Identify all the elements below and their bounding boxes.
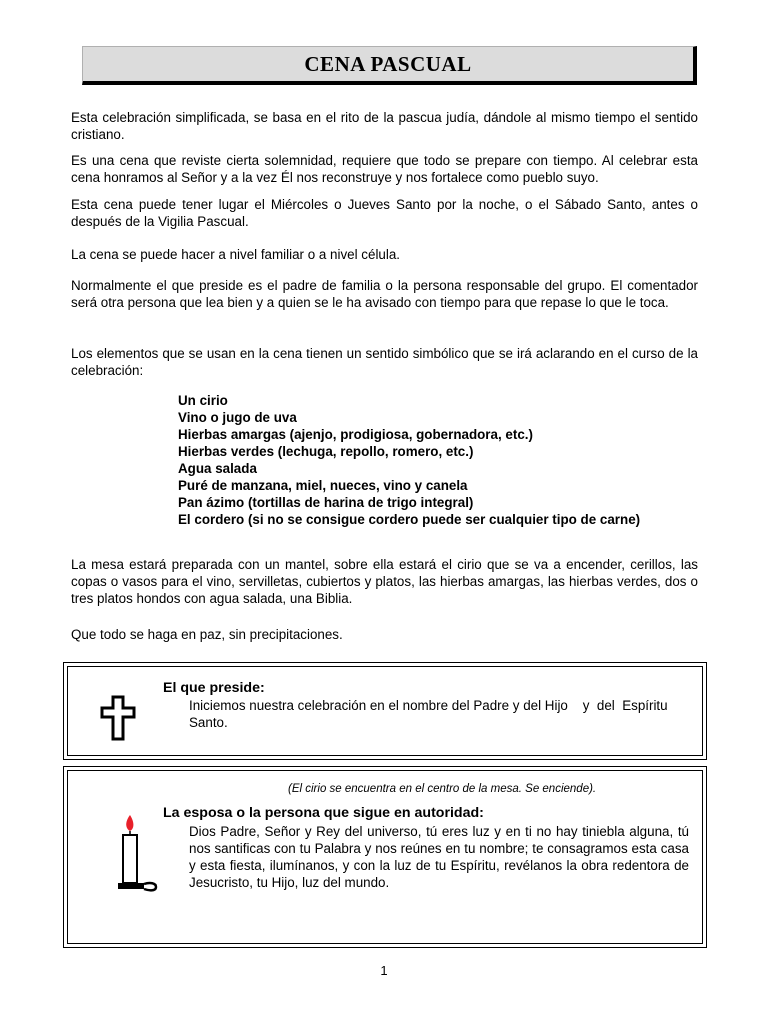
page-title: CENA PASCUAL (304, 51, 472, 76)
presider-text-line2: Santo. (189, 715, 228, 730)
paragraph: La mesa estará preparada con un mantel, sobre ella estará el cirio que se va a encender, cerillos, las copas o vasos para el vino, servilletas, cubiertos y platos, las hierbas amargas, las hierbas verdes, dos o tres platos hondos con agua salada, una Biblia. (71, 557, 698, 606)
intro-paragraph-6 (71, 345, 698, 379)
intro-paragraph-5 (71, 277, 698, 311)
intro-paragraph-1 (71, 109, 698, 143)
elements-list (178, 392, 640, 528)
closing-paragraph (71, 626, 698, 643)
list-item: Puré de manzana, miel, nueces, vino y canela (178, 478, 468, 493)
intro-paragraph-4 (71, 246, 698, 263)
presider-box (63, 662, 707, 760)
paragraph: Esta cena puede tener lugar el Miércoles o Jueves Santo por la noche, o el Sábado Santo, antes o después de la Vigilia Pascual. (71, 197, 698, 229)
table-paragraph (71, 556, 698, 607)
paragraph: Que todo se haga en paz, sin precipitaciones. (71, 627, 343, 642)
spouse-text: Dios Padre, Señor y Rey del universo, tú eres luz y en ti no hay tiniebla alguna, tú nos santificas con tu Palabra y nos reúnes en tu nombre; te consagramos esta casa y esta fiesta, ilumínanos, y con la luz de tu Espíritu, revélanos la obra redentora de Jesucristo, tu Hijo, luz del mundo. (189, 824, 689, 890)
presider-text-line1: Iniciemos nuestra celebración en el nombre del Padre y del Hijo y del Espíritu (189, 698, 668, 713)
candle-icon (114, 811, 164, 895)
intro-paragraph-2 (71, 152, 698, 186)
cross-icon (98, 695, 138, 741)
candle-box (63, 766, 707, 948)
stage-direction: (El cirio se encuentra en el centro de la mesa. Se enciende). (288, 783, 597, 795)
title-banner (82, 46, 697, 85)
paragraph: Normalmente el que preside es el padre de familia o la persona responsable del grupo. El comentador será otra persona que lea bien y a quien se le ha avisado con tiempo para que repase lo que le toca. (71, 278, 698, 310)
list-item: Pan ázimo (tortillas de harina de trigo integral) (178, 495, 474, 510)
paragraph: Esta celebración simplificada, se basa en el rito de la pascua judía, dándole al mismo tiempo el sentido cristiano. (71, 110, 698, 142)
spouse-speaker: La esposa o la persona que sigue en autoridad: (163, 805, 484, 821)
list-item: Un cirio (178, 393, 228, 408)
list-item: Hierbas amargas (ajenjo, prodigiosa, gobernadora, etc.) (178, 427, 533, 442)
paragraph: La cena se puede hacer a nivel familiar o a nivel célula. (71, 247, 401, 262)
list-item: Hierbas verdes (lechuga, repollo, romero, etc.) (178, 444, 474, 459)
intro-paragraph-3 (71, 196, 698, 230)
paragraph: Es una cena que reviste cierta solemnidad, requiere que todo se prepare con tiempo. Al celebrar esta cena honramos al Señor y a la vez Él nos reconstruye y nos fortalece como pueblo suyo. (71, 153, 698, 185)
list-item: Agua salada (178, 461, 257, 476)
list-item: Vino o jugo de uva (178, 410, 297, 425)
page-number: 1 (380, 963, 388, 978)
list-item: El cordero (si no se consigue cordero puede ser cualquier tipo de carne) (178, 512, 641, 527)
paragraph: Los elementos que se usan en la cena tienen un sentido simbólico que se irá aclarando en el curso de la celebración: (71, 346, 698, 378)
presider-speaker: El que preside: (163, 680, 265, 696)
